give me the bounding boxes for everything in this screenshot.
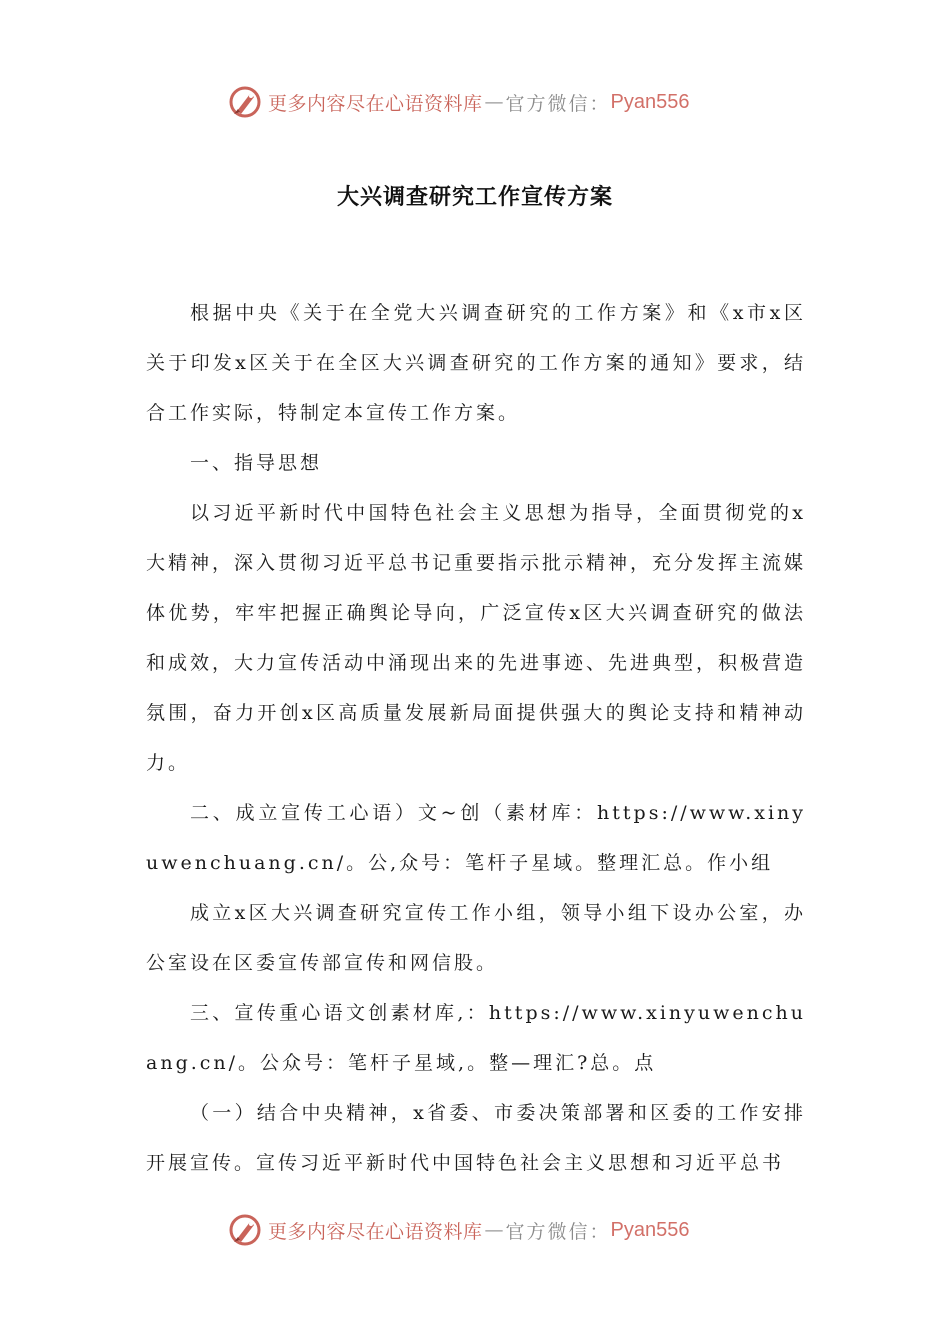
watermark-text: 更多内容尽在心语资料库 [268,92,483,115]
watermark-dash: — [484,1219,504,1241]
watermark-text: 更多内容尽在心语资料库 [268,1220,483,1243]
paragraph-team: 成立x区大兴调查研究宣传工作小组，领导小组下设办公室，办公室设在区委宣传部宣传和网信股。 [146,902,806,974]
watermark-wechat-id: Pyan556 [610,90,690,113]
paragraph-focus-1: （一）结合中央精神，x省委、市委决策部署和区委的工作安排开展宣传。宣传习近平新时代中国特色社会主义思想和习近平总书 [146,1102,806,1174]
watermark-wechat-id: Pyan556 [610,1218,690,1241]
heading-guiding-thought: 一、指导思想 [190,452,323,474]
paragraph-intro: 根据中央《关于在全党大兴调查研究的工作方案》和《x市x区关于印发x区关于在全区大兴调查研究的工作方案的通知》要求，结合工作实际，特制定本宣传工作方案。 [146,302,806,424]
pen-nib-circle-icon [228,1213,262,1247]
document-body [146,288,806,1188]
watermark-wechat-label: 官方微信： [505,92,611,115]
watermark-dash: — [484,91,504,113]
heading-team: 二、成立宣传工心语）文~创（素材库：https://www.xinyuwenchuang.cn/。公,众号：笔杆子星域。整理汇总。作小组 [146,802,806,874]
pen-nib-circle-icon [228,85,262,119]
watermark-footer [228,1210,690,1250]
document-title: 大兴调查研究工作宣传方案 [336,185,613,210]
watermark-wechat-label: 官方微信： [505,1220,611,1243]
paragraph-guiding-thought: 以习近平新时代中国特色社会主义思想为指导，全面贯彻党的x大精神，深入贯彻习近平总书记重要指示批示精神，充分发挥主流媒体优势，牢牢把握正确舆论导向，广泛宣传x区大兴调查研究的做法和成效，大力宣传活动中涌现出来的先进事迹、先进典型，积极营造氛围，奋力开创x区高质量发展新局面提供强大的舆论支持和精神动力。 [146,502,807,774]
watermark-header [228,82,690,122]
heading-focus: 三、宣传重心语文创素材库,：https://www.xinyuwenchuang.cn/。公众号：笔杆子星域,。整—理汇?总。点 [146,1002,806,1074]
